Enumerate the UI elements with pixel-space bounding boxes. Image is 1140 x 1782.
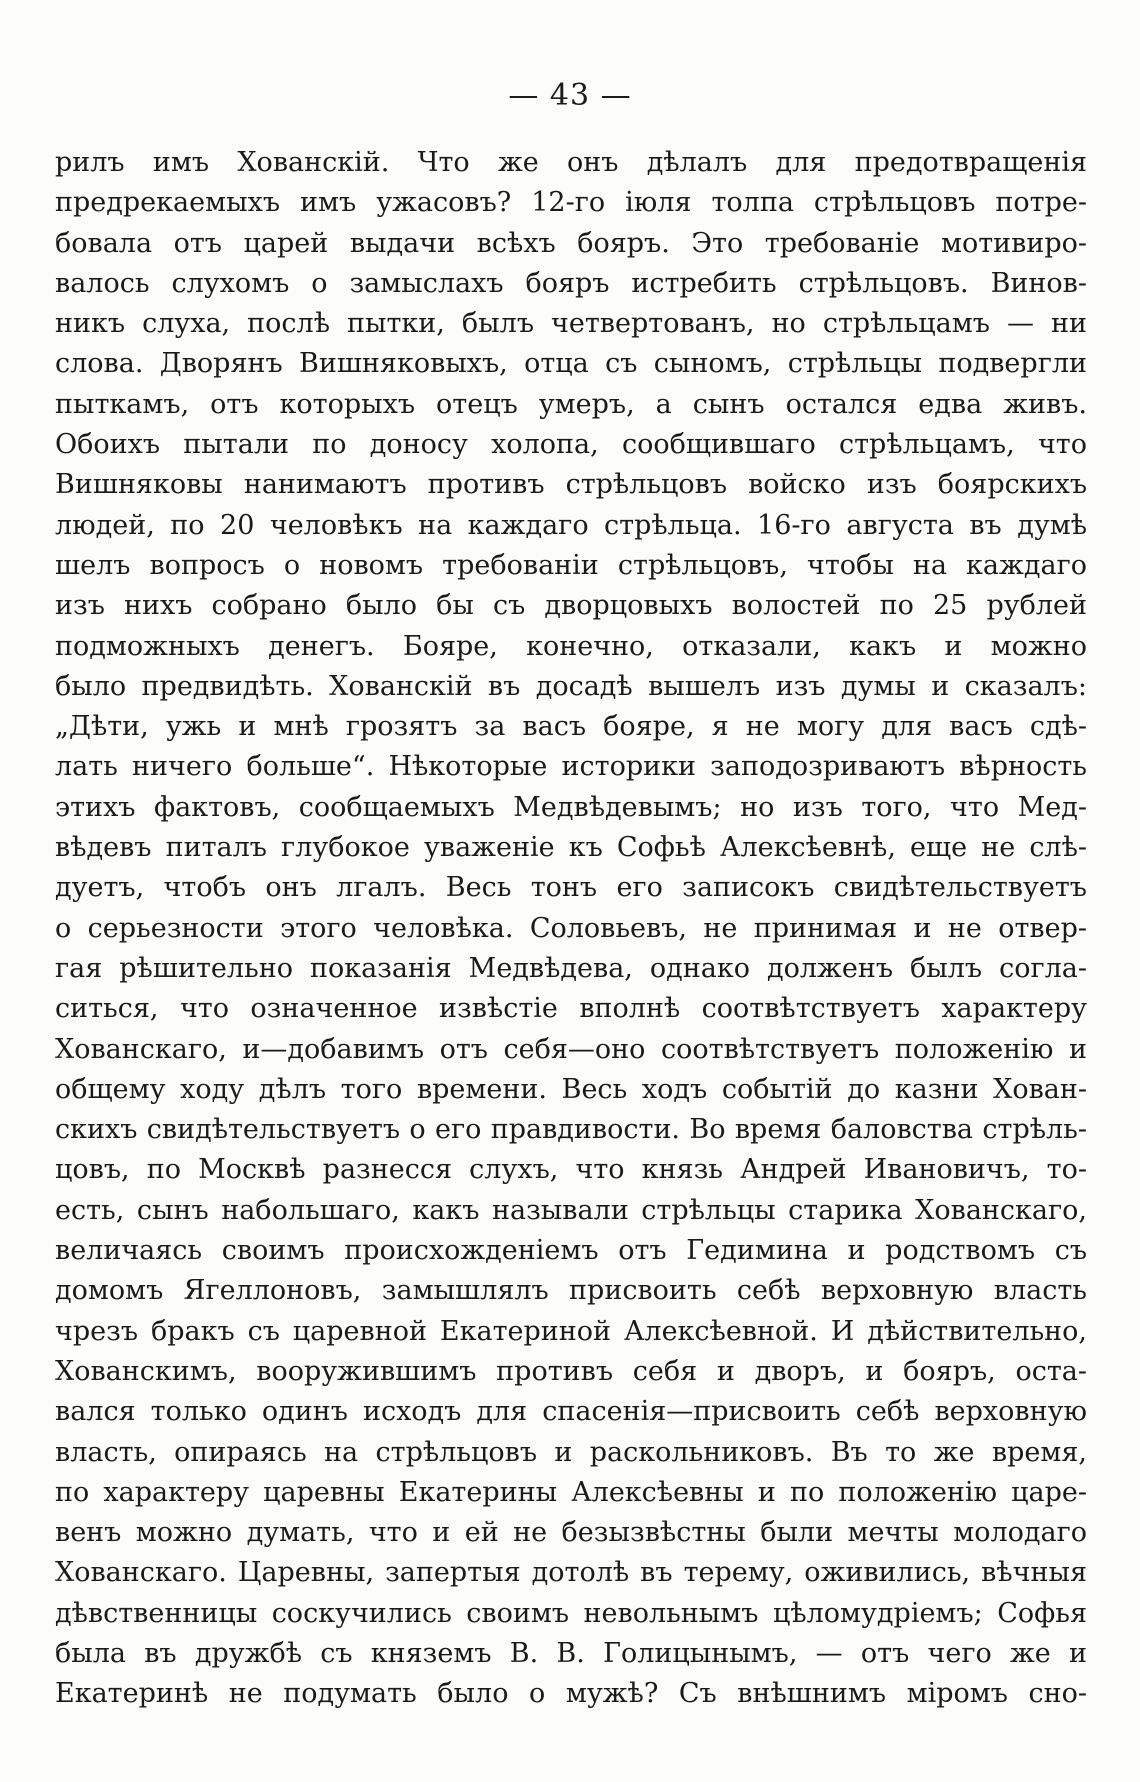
text-line: людей, по 20 человѣкъ на каждаго стрѣльца. 16-го августа въ думѣ (55, 509, 1087, 541)
text-line: никъ слуха, послѣ пытки, былъ четвертованъ, но стрѣльцамъ — ни (55, 308, 1087, 340)
text-line: по характеру царевны Екатерины Алексѣевны и по положенію царе- (55, 1476, 1087, 1508)
text-line: гая рѣшительно показанія Медвѣдева, однако долженъ былъ согла- (55, 952, 1087, 984)
text-line: чрезъ бракъ съ царевной Екатериной Алексѣевной. И дѣйствительно, (55, 1315, 1087, 1347)
text-line: подможныхъ денегъ. Бояре, конечно, отказали, какъ и можно (55, 630, 1087, 662)
body-text (55, 143, 1087, 1715)
text-line: вѣдевъ питалъ глубокое уваженіе къ Софьѣ Алексѣевнѣ, еще не слѣ- (55, 832, 1087, 864)
text-line: лать ничего больше“. Нѣкоторые историки заподозриваютъ вѣрность (55, 751, 1087, 783)
text-line: есть, сынъ набольшаго, какъ называли стрѣльцы старика Хованскаго, (55, 1194, 1087, 1226)
text-line: ситься, что означенное извѣстіе вполнѣ соотвѣтствуетъ характеру (55, 993, 1087, 1025)
text-line: пыткамъ, отъ которыхъ отецъ умеръ, а сынъ остался едва живъ. (55, 388, 1087, 420)
text-line: дуетъ, чтобъ онъ лгалъ. Весь тонъ его записокъ свидѣтельствуетъ (55, 872, 1087, 904)
text-line: скихъ свидѣтельствуетъ о его правдивости. Во время баловства стрѣль- (55, 1114, 1087, 1146)
text-line: Хованскимъ, вооружившимъ противъ себя и дворъ, и бояръ, оста- (55, 1355, 1087, 1387)
text-line: было предвидѣть. Хованскій въ досадѣ вышелъ изъ думы и сказалъ: (55, 670, 1087, 702)
text-line: Вишняковы нанимаютъ противъ стрѣльцовъ войско изъ боярскихъ (55, 469, 1087, 501)
text-line: слова. Дворянъ Вишняковыхъ, отца съ сыномъ, стрѣльцы подвергли (55, 348, 1087, 380)
text-line: о серьезности этого человѣка. Соловьевъ, не принимая и не отвер- (55, 912, 1087, 944)
text-line: величаясь своимъ происхожденіемъ отъ Гедимина и родствомъ съ (55, 1235, 1087, 1267)
text-line: шелъ вопросъ о новомъ требованіи стрѣльцовъ, чтобы на каждаго (55, 549, 1087, 581)
text-line: дѣвственницы соскучились своимъ невольнымъ цѣломудріемъ; Софья (55, 1597, 1087, 1629)
text-line: валось слухомъ о замыслахъ бояръ истребить стрѣльцовъ. Винов- (55, 267, 1087, 299)
text-line: этихъ фактовъ, сообщаемыхъ Медвѣдевымъ; но изъ того, что Мед- (55, 791, 1087, 823)
text-line: рилъ имъ Хованскій. Что же онъ дѣлалъ для предотвращенія (55, 147, 1087, 178)
text-line: вался только одинъ исходъ для спасенія—присвоить себѣ верховную (55, 1396, 1087, 1428)
text-line: власть, опираясь на стрѣльцовъ и раскольниковъ. Въ то же время, (55, 1436, 1087, 1468)
text-line: Хованскаго, и—добавимъ отъ себя—оно соотвѣтствуетъ положенію и (55, 1033, 1087, 1065)
page-number: — 43 — (508, 78, 632, 113)
text-line: цовъ, по Москвѣ разнесся слухъ, что князь Андрей Ивановичъ, то- (55, 1154, 1087, 1186)
text-line: Хованскаго. Царевны, запертыя дотолѣ въ терему, оживились, вѣчныя (55, 1557, 1087, 1589)
text-line: предрекаемыхъ имъ ужасовъ? 12-го іюля толпа стрѣльцовъ потре- (55, 187, 1087, 219)
text-line: Екатеринѣ не подумать было о мужѣ? Съ внѣшнимъ міромъ сно- (55, 1678, 1087, 1710)
text-line: „Дѣти, ужь и мнѣ грозятъ за васъ бояре, я не могу для васъ сдѣ- (55, 711, 1087, 743)
text-line: домомъ Ягеллоновъ, замышлялъ присвоить себѣ верховную власть (55, 1275, 1087, 1307)
text-line: общему ходу дѣлъ того времени. Весь ходъ событій до казни Хован- (55, 1073, 1087, 1105)
text-line: Обоихъ пытали по доносу холопа, сообщившаго стрѣльцамъ, что (55, 429, 1087, 461)
text-line: изъ нихъ собрано было бы съ дворцовыхъ волостей по 25 рублей (55, 590, 1087, 622)
text-line: бовала отъ царей выдачи всѣхъ бояръ. Это требованіе мотивиро- (55, 227, 1087, 259)
text-line: была въ дружбѣ съ княземъ В. В. Голицынымъ, — отъ чего же и (55, 1637, 1087, 1669)
text-line: венъ можно думать, что и ей не безызвѣстны были мечты молодаго (55, 1517, 1087, 1549)
